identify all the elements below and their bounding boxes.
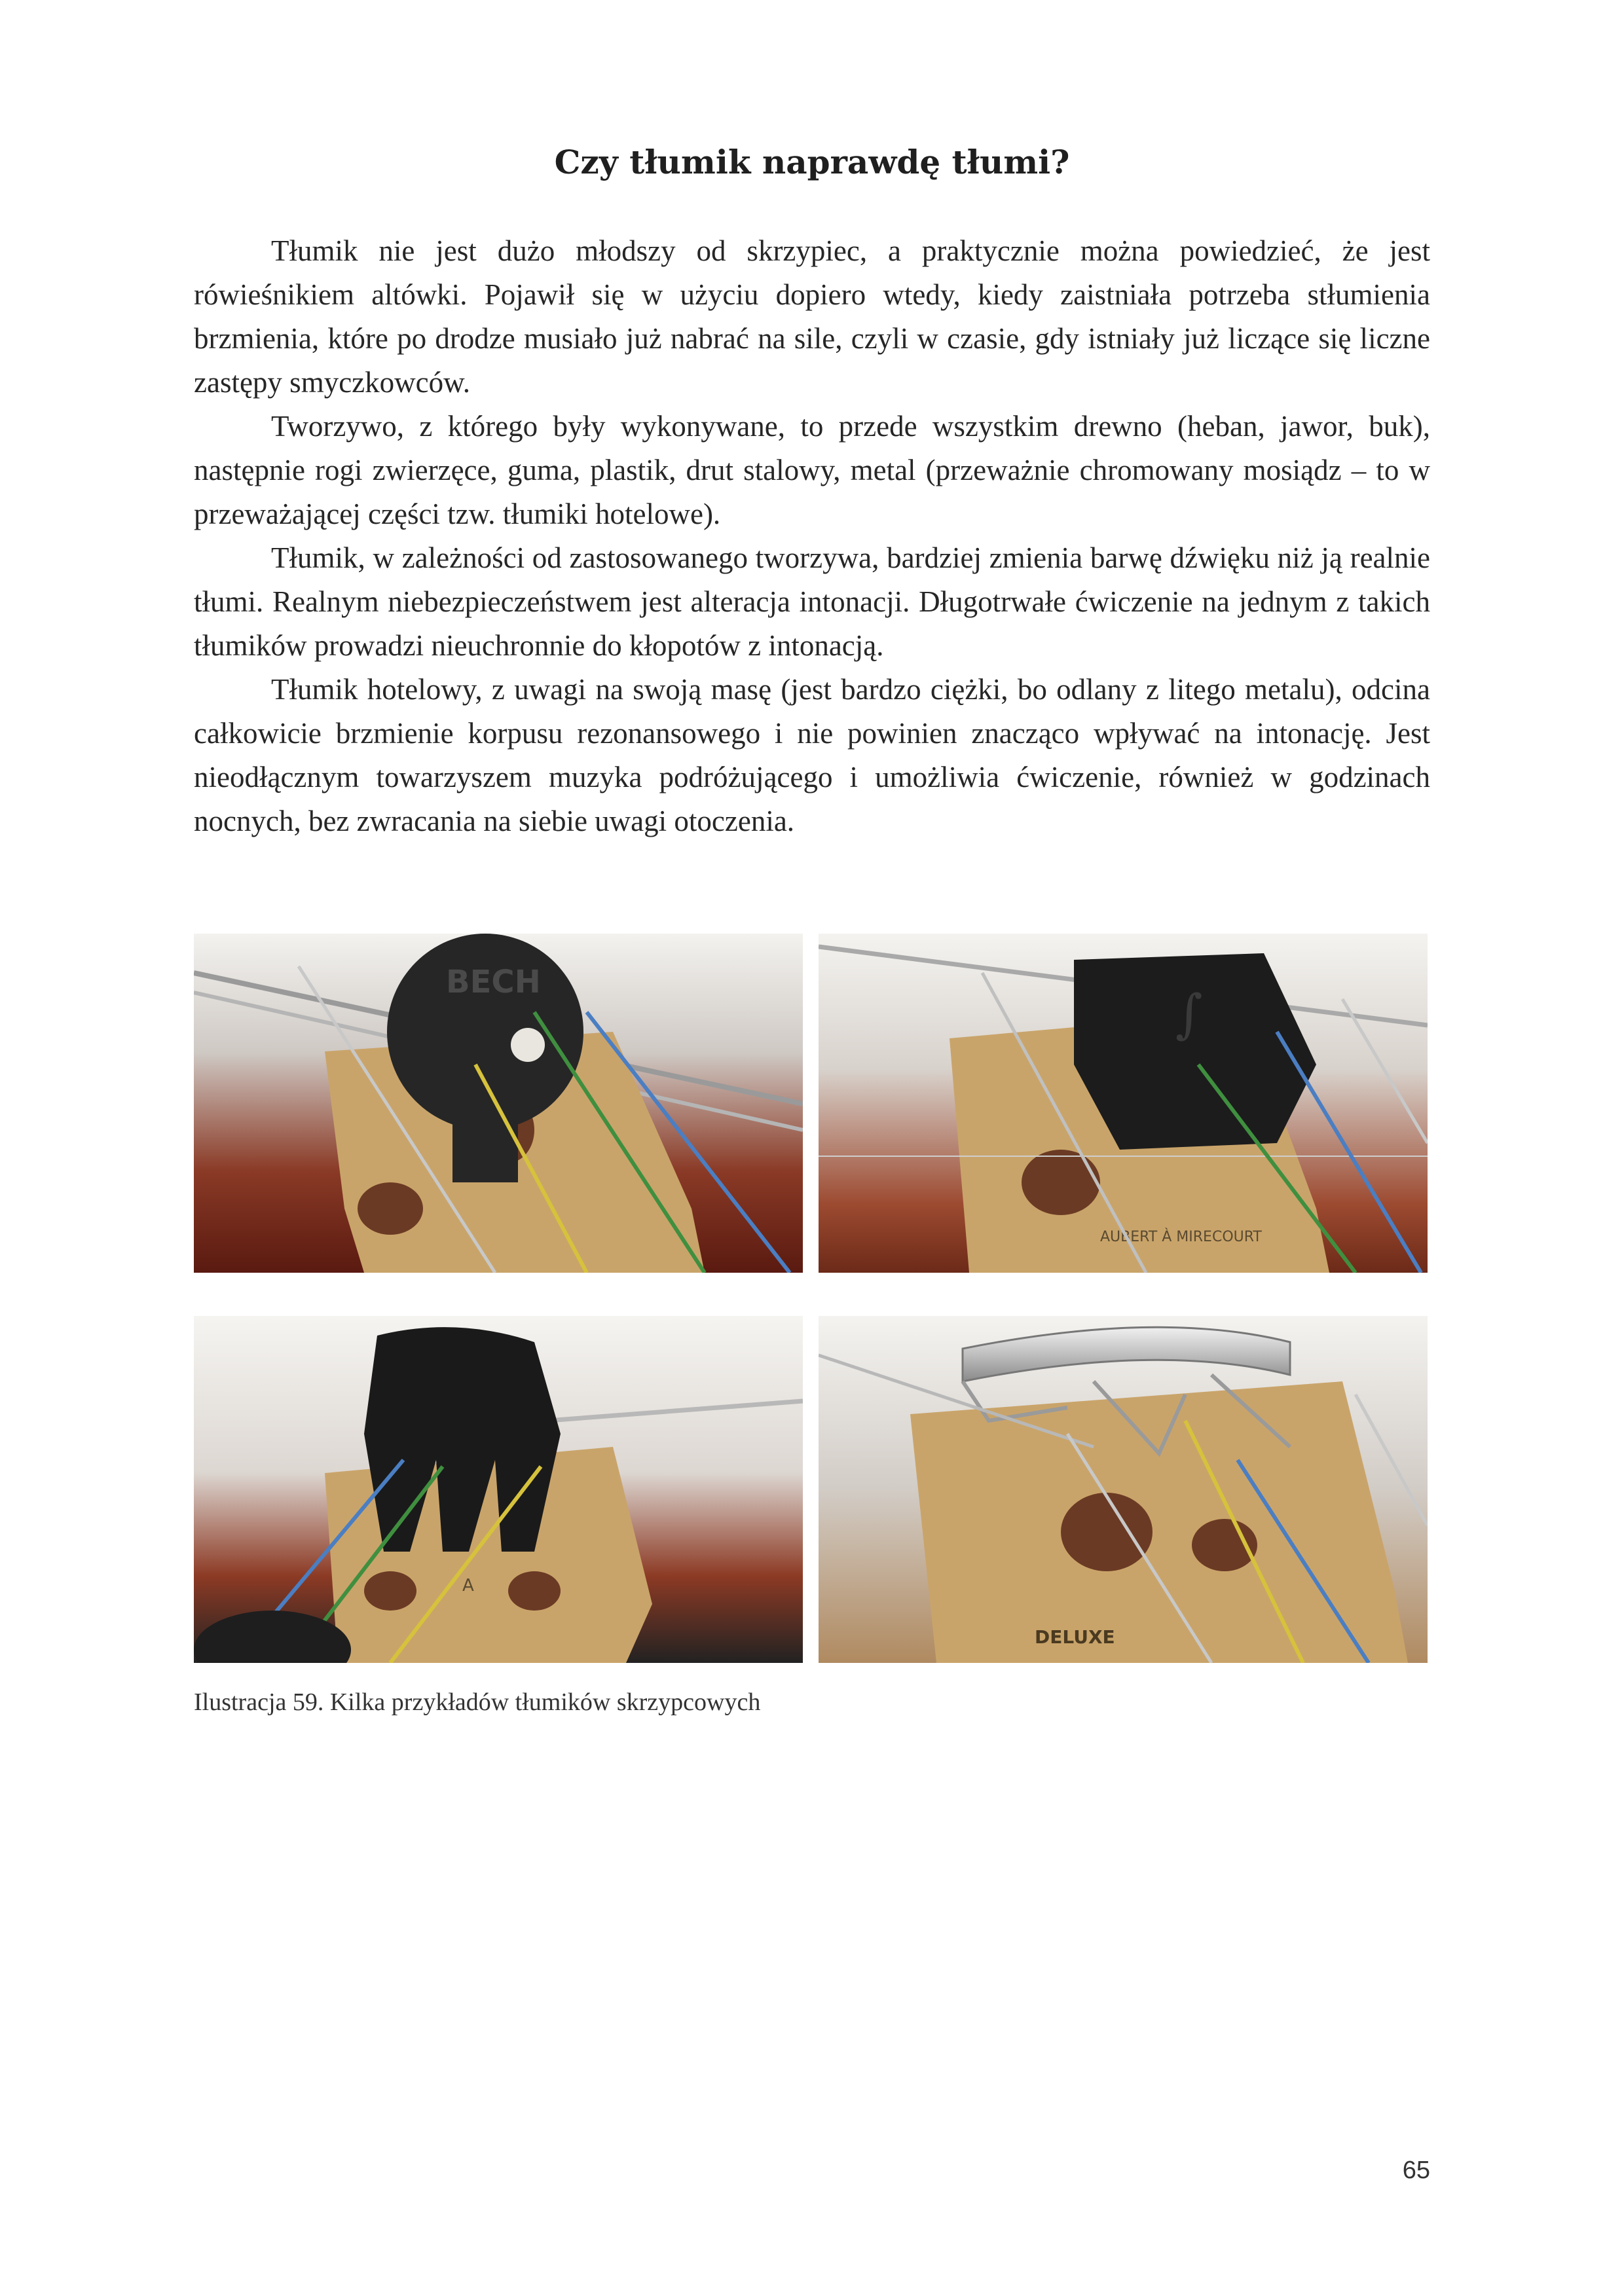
- photo-black-mute: [819, 934, 1428, 1273]
- photo1-stamp: BECH: [446, 964, 541, 1000]
- photo-rubber-mute: [194, 934, 803, 1273]
- page-title: Czy tłumik naprawdę tłumi?: [554, 143, 1070, 181]
- photo4-stamp: DELUXE: [1035, 1626, 1115, 1648]
- photo-ebony-mute: [194, 1316, 803, 1663]
- page-number: 65: [1402, 2157, 1430, 2184]
- svg-text:∫: ∫: [1175, 983, 1203, 1044]
- paragraph-4: Tłumik hotelowy, z uwagi na swoją masę (jest bardzo ciężki, bo odlany z litego metalu), odcina całkowicie brzmienie korpusu rezonansowego i nie powinien znacząco wpływać na intonację. Jest nieodłącznym towarzyszem muzyka podróżującego i umożliwia ćwiczenie, również w godzinach nocnych, bez zwracania na siebie uwagi otoczenia.: [194, 673, 1430, 837]
- photo3-stamp: A: [462, 1576, 474, 1595]
- figure-caption: Ilustracja 59. Kilka przykładów tłumików skrzypcowych: [194, 1688, 761, 1716]
- body-text: [194, 229, 1430, 843]
- black-mute-illustration: [819, 934, 1428, 1273]
- rubber-mute-illustration: [194, 934, 803, 1273]
- paragraph-1: Tłumik nie jest dużo młodszy od skrzypiec, a praktycznie można powiedzieć, że jest rówieśnikiem altówki. Pojawił się w użyciu dopiero wtedy, kiedy zaistniała potrzeba stłumienia brzmienia, które po drodze musiało już nabrać na sile, czyli w czasie, gdy istniały już liczące się liczne zastępy smyczkowców.: [194, 234, 1430, 399]
- photo-metal-mute: [819, 1316, 1428, 1663]
- ebony-mute-illustration: [194, 1316, 803, 1663]
- metal-mute-illustration: [819, 1316, 1428, 1663]
- photo2-stamp: AUBERT À MIRECOURT: [1100, 1229, 1262, 1245]
- paragraph-2: Tworzywo, z którego były wykonywane, to przede wszystkim drewno (heban, jawor, buk), następnie rogi zwierzęce, guma, plastik, drut stalowy, metal (przeważnie chromowany mosiądz – to w przeważającej części tzw. tłumiki hotelowe).: [194, 410, 1430, 530]
- paragraph-3: Tłumik, w zależności od zastosowanego tworzywa, bardziej zmienia barwę dźwięku niż ją realnie tłumi. Realnym niebezpieczeństwem jest alteracja intonacji. Długotrwałe ćwiczenie na jednym z takich tłumików prowadzi nieuchronnie do kłopotów z intonacją.: [194, 541, 1430, 662]
